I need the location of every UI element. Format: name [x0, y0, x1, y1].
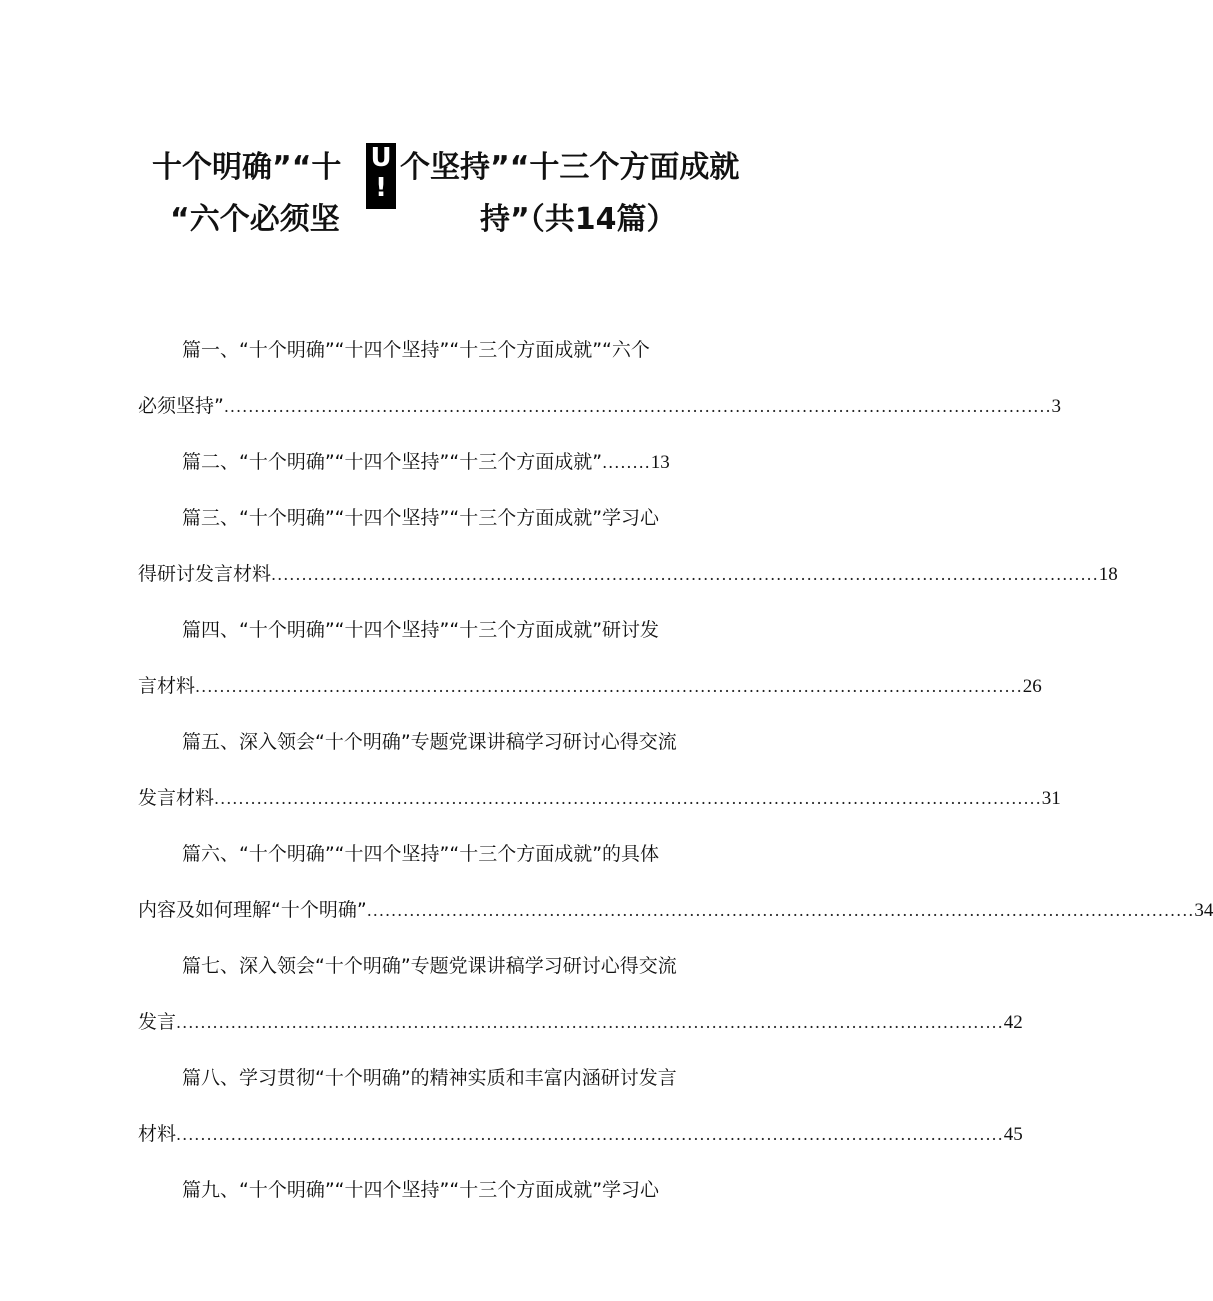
toc-entry-continuation[interactable]: [138, 1008, 1023, 1037]
toc-entry-text: 篇二、“十个明确”“十四个坚持”“十三个方面成就”: [182, 451, 603, 473]
title-part: 持”（共14篇）: [480, 202, 677, 237]
toc-entry-title[interactable]: 篇八、学习贯彻“十个明确”的精神实质和丰富内涵研讨发言: [182, 1067, 677, 1089]
leader-dots: ........................................................................................................................................: [176, 1125, 1004, 1144]
page-number: 42: [1003, 1012, 1023, 1033]
glyph-top: U: [370, 143, 392, 173]
page-number: 34: [1194, 900, 1213, 921]
glyph-bottom: !: [375, 173, 387, 203]
toc-entry-text: 发言: [138, 1011, 177, 1033]
toc-entry-text: 言材料: [138, 675, 196, 697]
toc-entry-title[interactable]: 篇一、“十个明确”“十四个坚持”“十三个方面成就”“六个: [182, 339, 650, 361]
toc-entry-title[interactable]: 篇七、深入领会“十个明确”专题党课讲稿学习研讨心得交流: [182, 955, 677, 977]
toc-entry-text: 得研讨发言材料: [138, 563, 272, 585]
toc-entry-continuation[interactable]: [138, 672, 1042, 701]
page-number: 26: [1022, 676, 1042, 697]
toc-entry-text: 材料: [138, 1123, 177, 1145]
toc-entry-text: 内容及如何理解“十个明确”: [138, 899, 367, 921]
toc-entry-title[interactable]: 篇五、深入领会“十个明确”专题党课讲稿学习研讨心得交流: [182, 731, 677, 753]
toc-entry-title[interactable]: [182, 448, 670, 477]
title-part: “六个必须坚: [170, 202, 340, 237]
toc-entry-title[interactable]: 篇四、“十个明确”“十四个坚持”“十三个方面成就”研讨发: [182, 619, 660, 641]
page-number: 13: [650, 452, 670, 473]
leader-dots: ........................................................................................................................................: [223, 397, 1052, 416]
leader-dots: ........: [602, 453, 651, 472]
leader-dots: ........................................................................................................................................: [176, 1013, 1004, 1032]
leader-dots: ........................................................................................................................................: [214, 789, 1042, 808]
garbled-glyph-box: [366, 143, 396, 209]
leader-dots: ........................................................................................................................................: [366, 901, 1195, 920]
toc-entry-title[interactable]: 篇九、“十个明确”“十四个坚持”“十三个方面成就”学习心: [182, 1179, 660, 1201]
toc-entry-continuation[interactable]: [138, 896, 1213, 925]
toc-entry-text: 必须坚持”: [138, 395, 224, 417]
page-number: 45: [1003, 1124, 1023, 1145]
title-part: 个坚持”“十三个方面成就: [400, 150, 740, 185]
leader-dots: ........................................................................................................................................: [271, 565, 1099, 584]
toc-entry-continuation[interactable]: [138, 784, 1061, 813]
toc-entry-continuation[interactable]: [138, 560, 1118, 589]
toc-entry-text: 发言材料: [138, 787, 215, 809]
page-number: 18: [1098, 564, 1118, 585]
title-part: 十个明确”“十: [152, 150, 342, 185]
toc-entry-title[interactable]: 篇三、“十个明确”“十四个坚持”“十三个方面成就”学习心: [182, 507, 660, 529]
page-number: 3: [1051, 396, 1062, 417]
toc-entry-title[interactable]: 篇六、“十个明确”“十四个坚持”“十三个方面成就”的具体: [182, 843, 660, 865]
leader-dots: ........................................................................................................................................: [195, 677, 1023, 696]
toc-entry-continuation[interactable]: [138, 1120, 1023, 1149]
toc-entry-continuation[interactable]: [138, 392, 1062, 421]
page-number: 31: [1041, 788, 1061, 809]
